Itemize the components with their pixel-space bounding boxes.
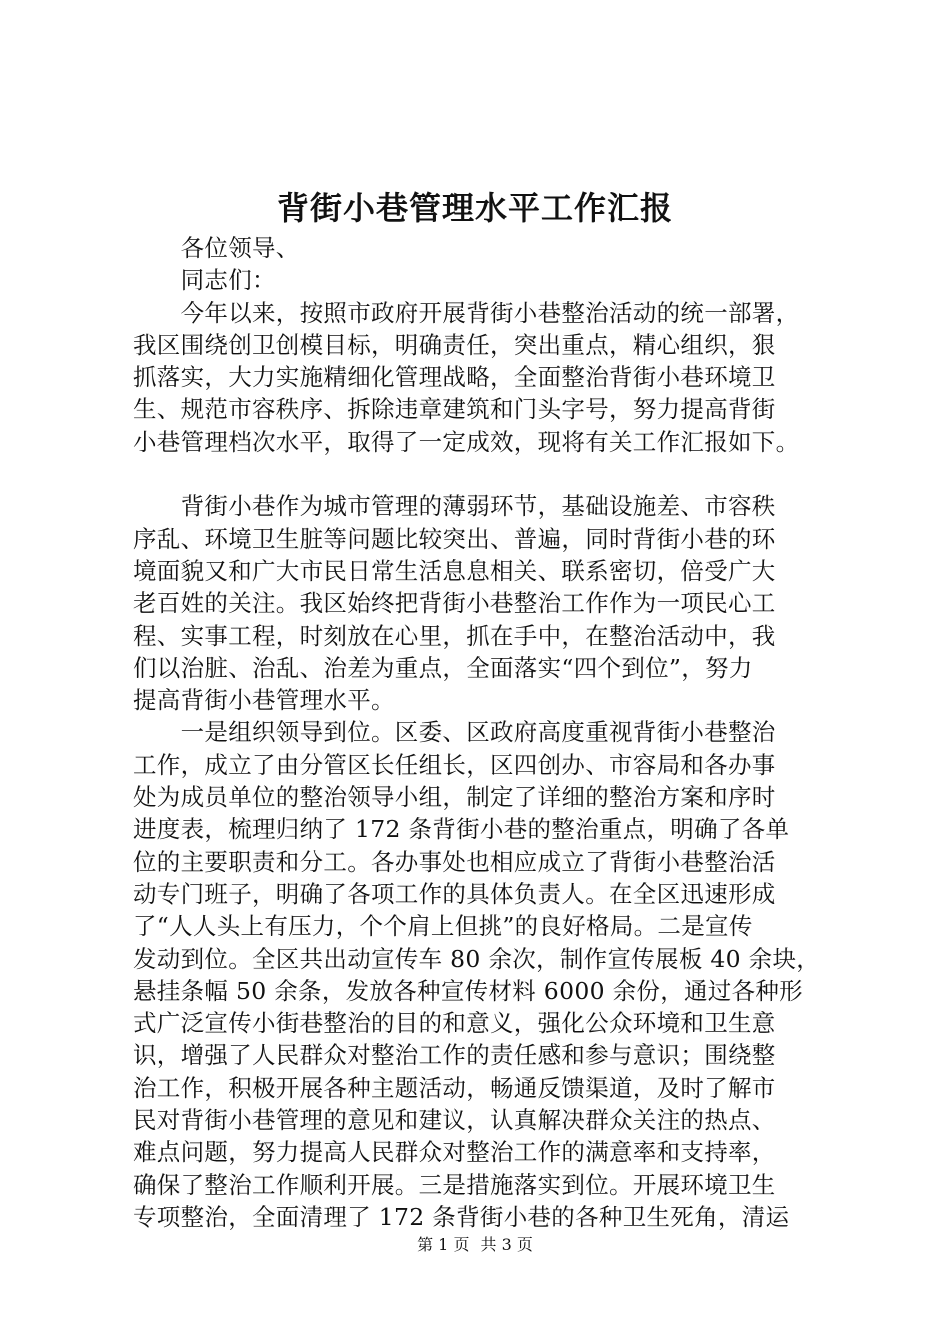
text-line: 民对背街小巷管理的意见和建议，认真解决群众关注的热点、 <box>133 1106 776 1135</box>
text-line: 序乱、环境卫生脏等问题比较突出、普遍，同时背街小巷的环 <box>133 524 776 553</box>
document-body <box>133 232 833 1233</box>
text-line: 动专门班子，明确了各项工作的具体负责人。在全区迅速形成 <box>133 879 776 908</box>
text-line: 各位领导、 <box>133 234 300 262</box>
text-line: 们以治脏、治乱、治差为重点，全面落实“四个到位”，努力 <box>133 653 753 682</box>
text-line: 位的主要职责和分工。各办事处也相应成立了背街小巷整治活 <box>133 847 776 876</box>
text-line: 专项整治，全面清理了 172 条背街小巷的各种卫生死角，清运 <box>133 1202 790 1231</box>
text-line: 处为成员单位的整治领导小组，制定了详细的整治方案和序时 <box>133 783 776 812</box>
text-line: 同志们： <box>133 266 276 295</box>
text-line: 一是组织领导到位。区委、区政府高度重视背街小巷整治 <box>133 718 776 747</box>
text-line: 我区围绕创卫创模目标，明确责任，突出重点，精心组织，狠 <box>133 330 776 359</box>
text-line: 小巷管理档次水平，取得了一定成效，现将有关工作汇报如下。 <box>133 427 800 456</box>
page-total: 共 3 页 <box>480 1235 533 1254</box>
text-line: 生、规范市容秩序、拆除违章建筑和门头字号，努力提高背街 <box>133 395 776 424</box>
text-line: 治工作，积极开展各种主题活动，畅通反馈渠道，及时了解市 <box>133 1073 776 1102</box>
paragraph-gap <box>133 458 833 490</box>
document-title: 背街小巷管理水平工作汇报 <box>276 189 673 227</box>
text-line: 抓落实，大力实施精细化管理战略，全面整治背街小巷环境卫 <box>133 363 776 392</box>
text-line: 难点问题，努力提高人民群众对整治工作的满意率和支持率， <box>133 1138 776 1167</box>
text-line: 程、实事工程，时刻放在心里，抓在手中，在整治活动中，我 <box>133 621 776 650</box>
text-line: 确保了整治工作顺利开展。三是措施落实到位。开展环境卫生 <box>133 1170 776 1199</box>
text-line: 今年以来，按照市政府开展背街小巷整治活动的统一部署， <box>133 298 800 327</box>
text-line: 工作，成立了由分管区长任组长，区四创办、市容局和各办事 <box>133 750 776 779</box>
text-line: 式广泛宣传小街巷整治的目的和意义，强化公众环境和卫生意 <box>133 1009 776 1038</box>
text-line: 背街小巷作为城市管理的薄弱环节，基础设施差、市容秩 <box>133 492 776 521</box>
text-line: 识，增强了人民群众对整治工作的责任感和参与意识；围绕整 <box>133 1041 776 1070</box>
text-line: 了“人人头上有压力，个个肩上但挑”的良好格局。二是宣传 <box>133 912 753 941</box>
page-number: 第 1 页 <box>417 1235 470 1254</box>
text-line: 发动到位。全区共出动宣传车 80 余次，制作宣传展板 40 余块， <box>133 944 821 973</box>
text-line: 进度表，梳理归纳了 172 条背街小巷的整治重点，明确了各单 <box>133 815 790 844</box>
text-line: 老百姓的关注。我区始终把背街小巷整治工作作为一项民心工 <box>133 589 776 618</box>
text-line: 悬挂条幅 50 余条，发放各种宣传材料 6000 余份，通过各种形 <box>133 976 803 1005</box>
page-footer <box>0 1234 950 1256</box>
text-line: 境面貌又和广大市民日常生活息息相关、联系密切，倍受广大 <box>133 556 776 585</box>
text-line: 提高背街小巷管理水平。 <box>133 686 395 715</box>
